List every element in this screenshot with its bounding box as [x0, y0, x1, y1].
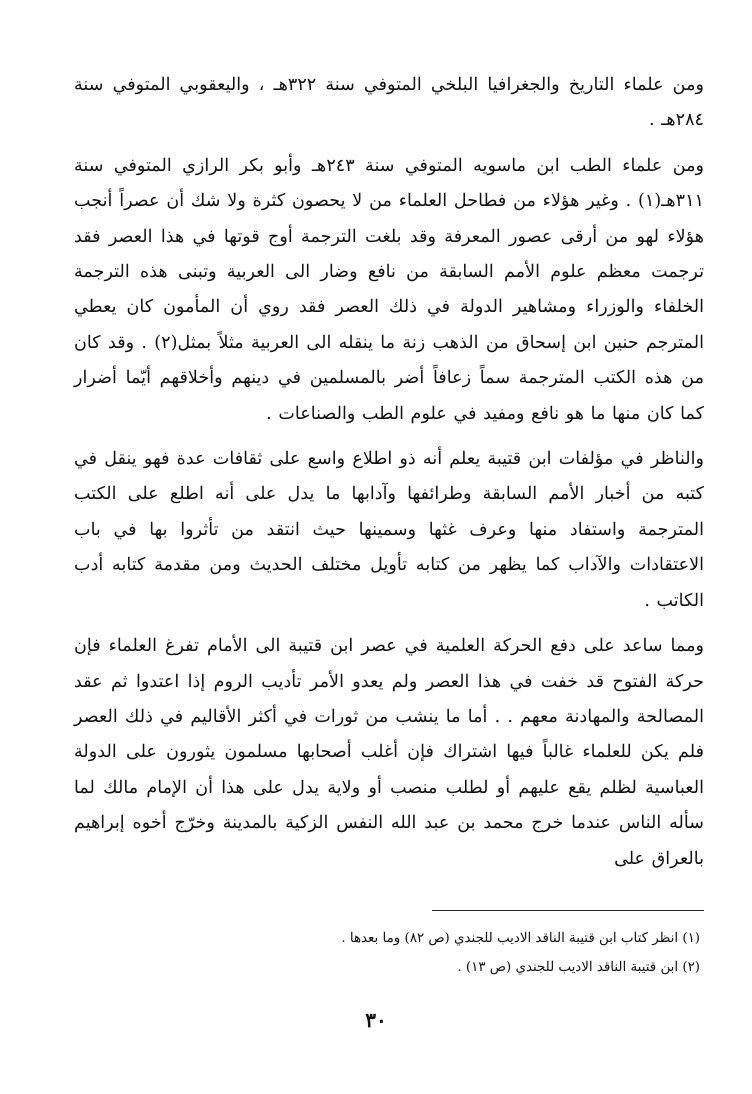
- paragraph-3: والناظر في مؤلفات ابن قتيبة يعلم أنه ذو اطلاع واسع على ثقافات عدة فهو ينقل في كتبه من أخبار الأمم السابقة وطرائفها وآدابها ما يدل على أنه اطلع على الكتب المترجمة واستفاد منها وعرف غثها وسمينها حيث انتقد من تأثروا بها في باب الاعتقادات والآداب كما يظهر من كتابه تأويل مختلف الحديث ومن مقدمة كتابه أدب الكاتب .: [74, 449, 704, 611]
- paragraph-2: ومن علماء الطب ابن ماسويه المتوفي سنة ٢٤٣هـ وأبو بكر الرازي المتوفي سنة ٣١١هـ(١) . وغير هؤلاء من فطاحل العلماء من لا يحصون كثرة ولا شك أن عصراً أنجب هؤلاء لهو من أرقى عصور المعرفة وقد بلغت الترجمة أوج قوتها في هذا العصر فقد ترجمت معظم علوم الأمم السابقة من نافع وضار الى العربية وتبنى هذه الترجمة الخلفاء والوزراء ومشاهير الدولة في ذلك العصر فقد روي أن المأمون كان يعطي المترجم حنين ابن إسحاق من الذهب زنة ما ينقله الى العربية مثلاً بمثل(٢) . وقد كان من هذه الكتب المترجمة سماً زعافاً أضر بالمسلمين في دينهم وأخلاقهم أيّما أضرار كما كان منها ما هو نافع ومفيد في علوم الطب والصناعات .: [74, 155, 705, 424]
- footnote-1: (١) انظر كتاب ابن قتيبة الناقد الاديب للجندي (ص ٨٢) وما بعدها .: [341, 931, 700, 946]
- main-text: [74, 68, 704, 877]
- page-number: ٣٠: [365, 1008, 387, 1032]
- footnote-divider: [432, 910, 704, 911]
- footnotes: [74, 924, 700, 982]
- footnote-2: (٢) ابن قتيبة الناقد الاديب للجندي (ص ١٣) .: [457, 960, 700, 975]
- paragraph-1: ومن علماء التاريخ والجغرافيا البلخي المتوفي سنة ٣٢٢هـ ، واليعقوبي المتوفي سنة ٢٨٤هـ .: [74, 75, 704, 131]
- paragraph-4: ومما ساعد على دفع الحركة العلمية في عصر ابن قتيبة الى الأمام تفرغ العلماء فإن حركة الفتوح قد خفت في هذا العصر ولم يعدو الأمر تأديب الروم إذا اعتدوا ثم عقد المصالحة والمهادنة معهم . . أما ما ينشب من ثورات في أكثر الأقاليم في ذلك العصر فلم يكن للعلماء غالباً فيها اشتراك فإن أغلب أصحابها مسلمون يثورون على الدولة العباسية لظلم يقع عليهم أو لطلب منصب أو ولاية يدل على هذا أن الإمام مالك لما سأله الناس عندما خرج محمد بن عبد الله النفس الزكية بالمدينة وخرّج أخوه إبراهيم بالعراق على: [74, 636, 704, 869]
